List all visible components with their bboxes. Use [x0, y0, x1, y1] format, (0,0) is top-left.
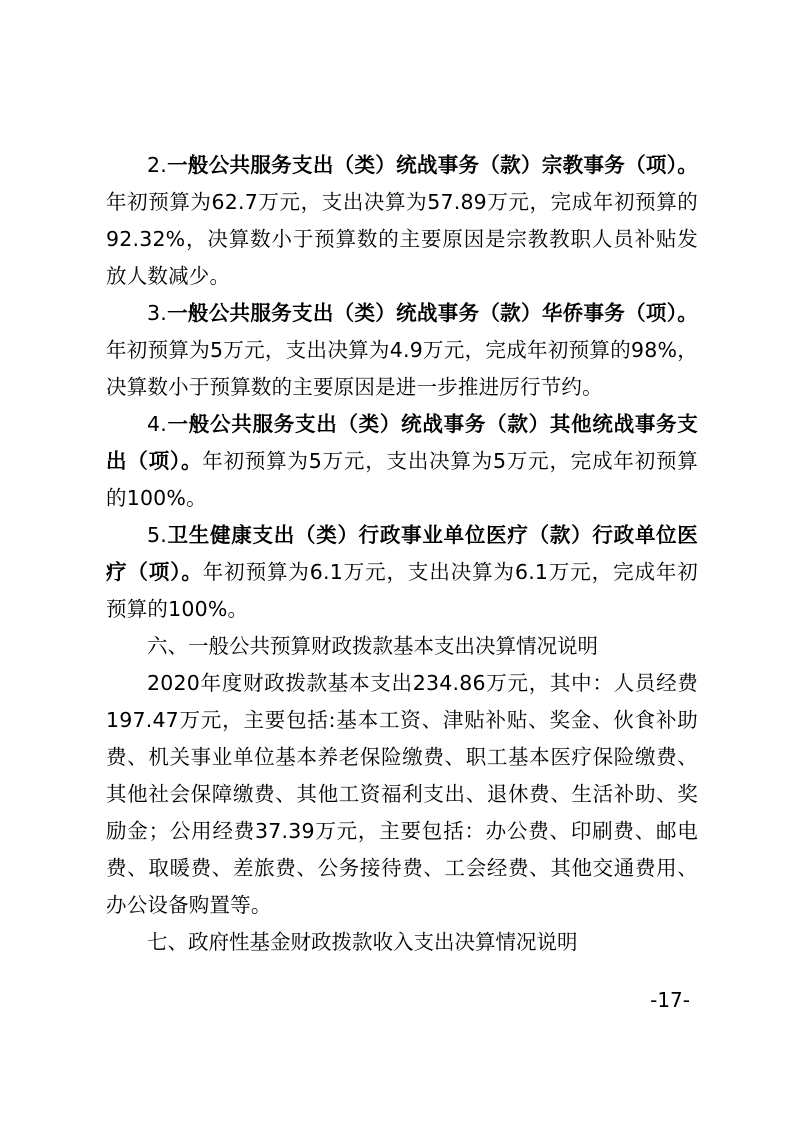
document-page: [106, 147, 698, 961]
section-6-heading: 六、一般公共预算财政拨款基本支出决算情况说明: [147, 634, 598, 658]
section-6-body: 2020年度财政拨款基本支出234.86万元，其中：人员经费197.47万元，主要包括:基本工资、津贴补贴、奖金、伙食补助费、机关事业单位基本养老保险缴费、职工基本医疗保险缴费、其他社会保障缴费、其他工资福利支出、退休费、生活补助、奖励金；公用经费37.39万元，主要包括：办公费、印刷费、邮电费、取暖费、差旅费、公务接待费、工会经费、其他交通费用、办公设备购置等。: [106, 671, 698, 917]
item-text: 年初预算为62.7万元，支出决算为57.89万元，完成年初预算的92.32%，决算数小于预算数的主要原因是宗教教职人员补贴发放人数减少。: [106, 190, 698, 288]
item-number: 2.: [147, 153, 167, 177]
page-number: -17-: [650, 988, 690, 1012]
item-heading: 一般公共服务支出（类）统战事务（款）宗教事务（项）。: [166, 153, 698, 177]
item-heading: 一般公共服务支出（类）统战事务（款）其他统战事务支出（项）。: [106, 412, 698, 473]
paragraph-other-united-front: [106, 406, 698, 517]
item-number: 4.: [147, 412, 167, 436]
item-text: 年初预算为5万元，支出决算为5万元，完成年初预算的100%。: [106, 449, 698, 510]
item-heading: 一般公共服务支出（类）统战事务（款）华侨事务（项）。: [166, 301, 698, 325]
item-number: 5.: [147, 523, 167, 547]
item-number: 3.: [147, 301, 167, 325]
paragraph-overseas-chinese-affairs: [106, 295, 698, 406]
item-text: 年初预算为5万元，支出决算为4.9万元，完成年初预算的98%，决算数小于预算数的主要原因是进一步推进厉行节约。: [106, 338, 698, 399]
paragraph-medical-care: [106, 517, 698, 628]
item-heading: 卫生健康支出（类）行政事业单位医疗（款）行政单位医疗（项）。: [106, 523, 698, 584]
section-7-heading: 七、政府性基金财政拨款收入支出决算情况说明: [147, 930, 578, 954]
paragraph-religious-affairs: [106, 147, 698, 295]
item-text: 年初预算为6.1万元，支出决算为6.1万元，完成年初预算的100%。: [106, 560, 698, 621]
